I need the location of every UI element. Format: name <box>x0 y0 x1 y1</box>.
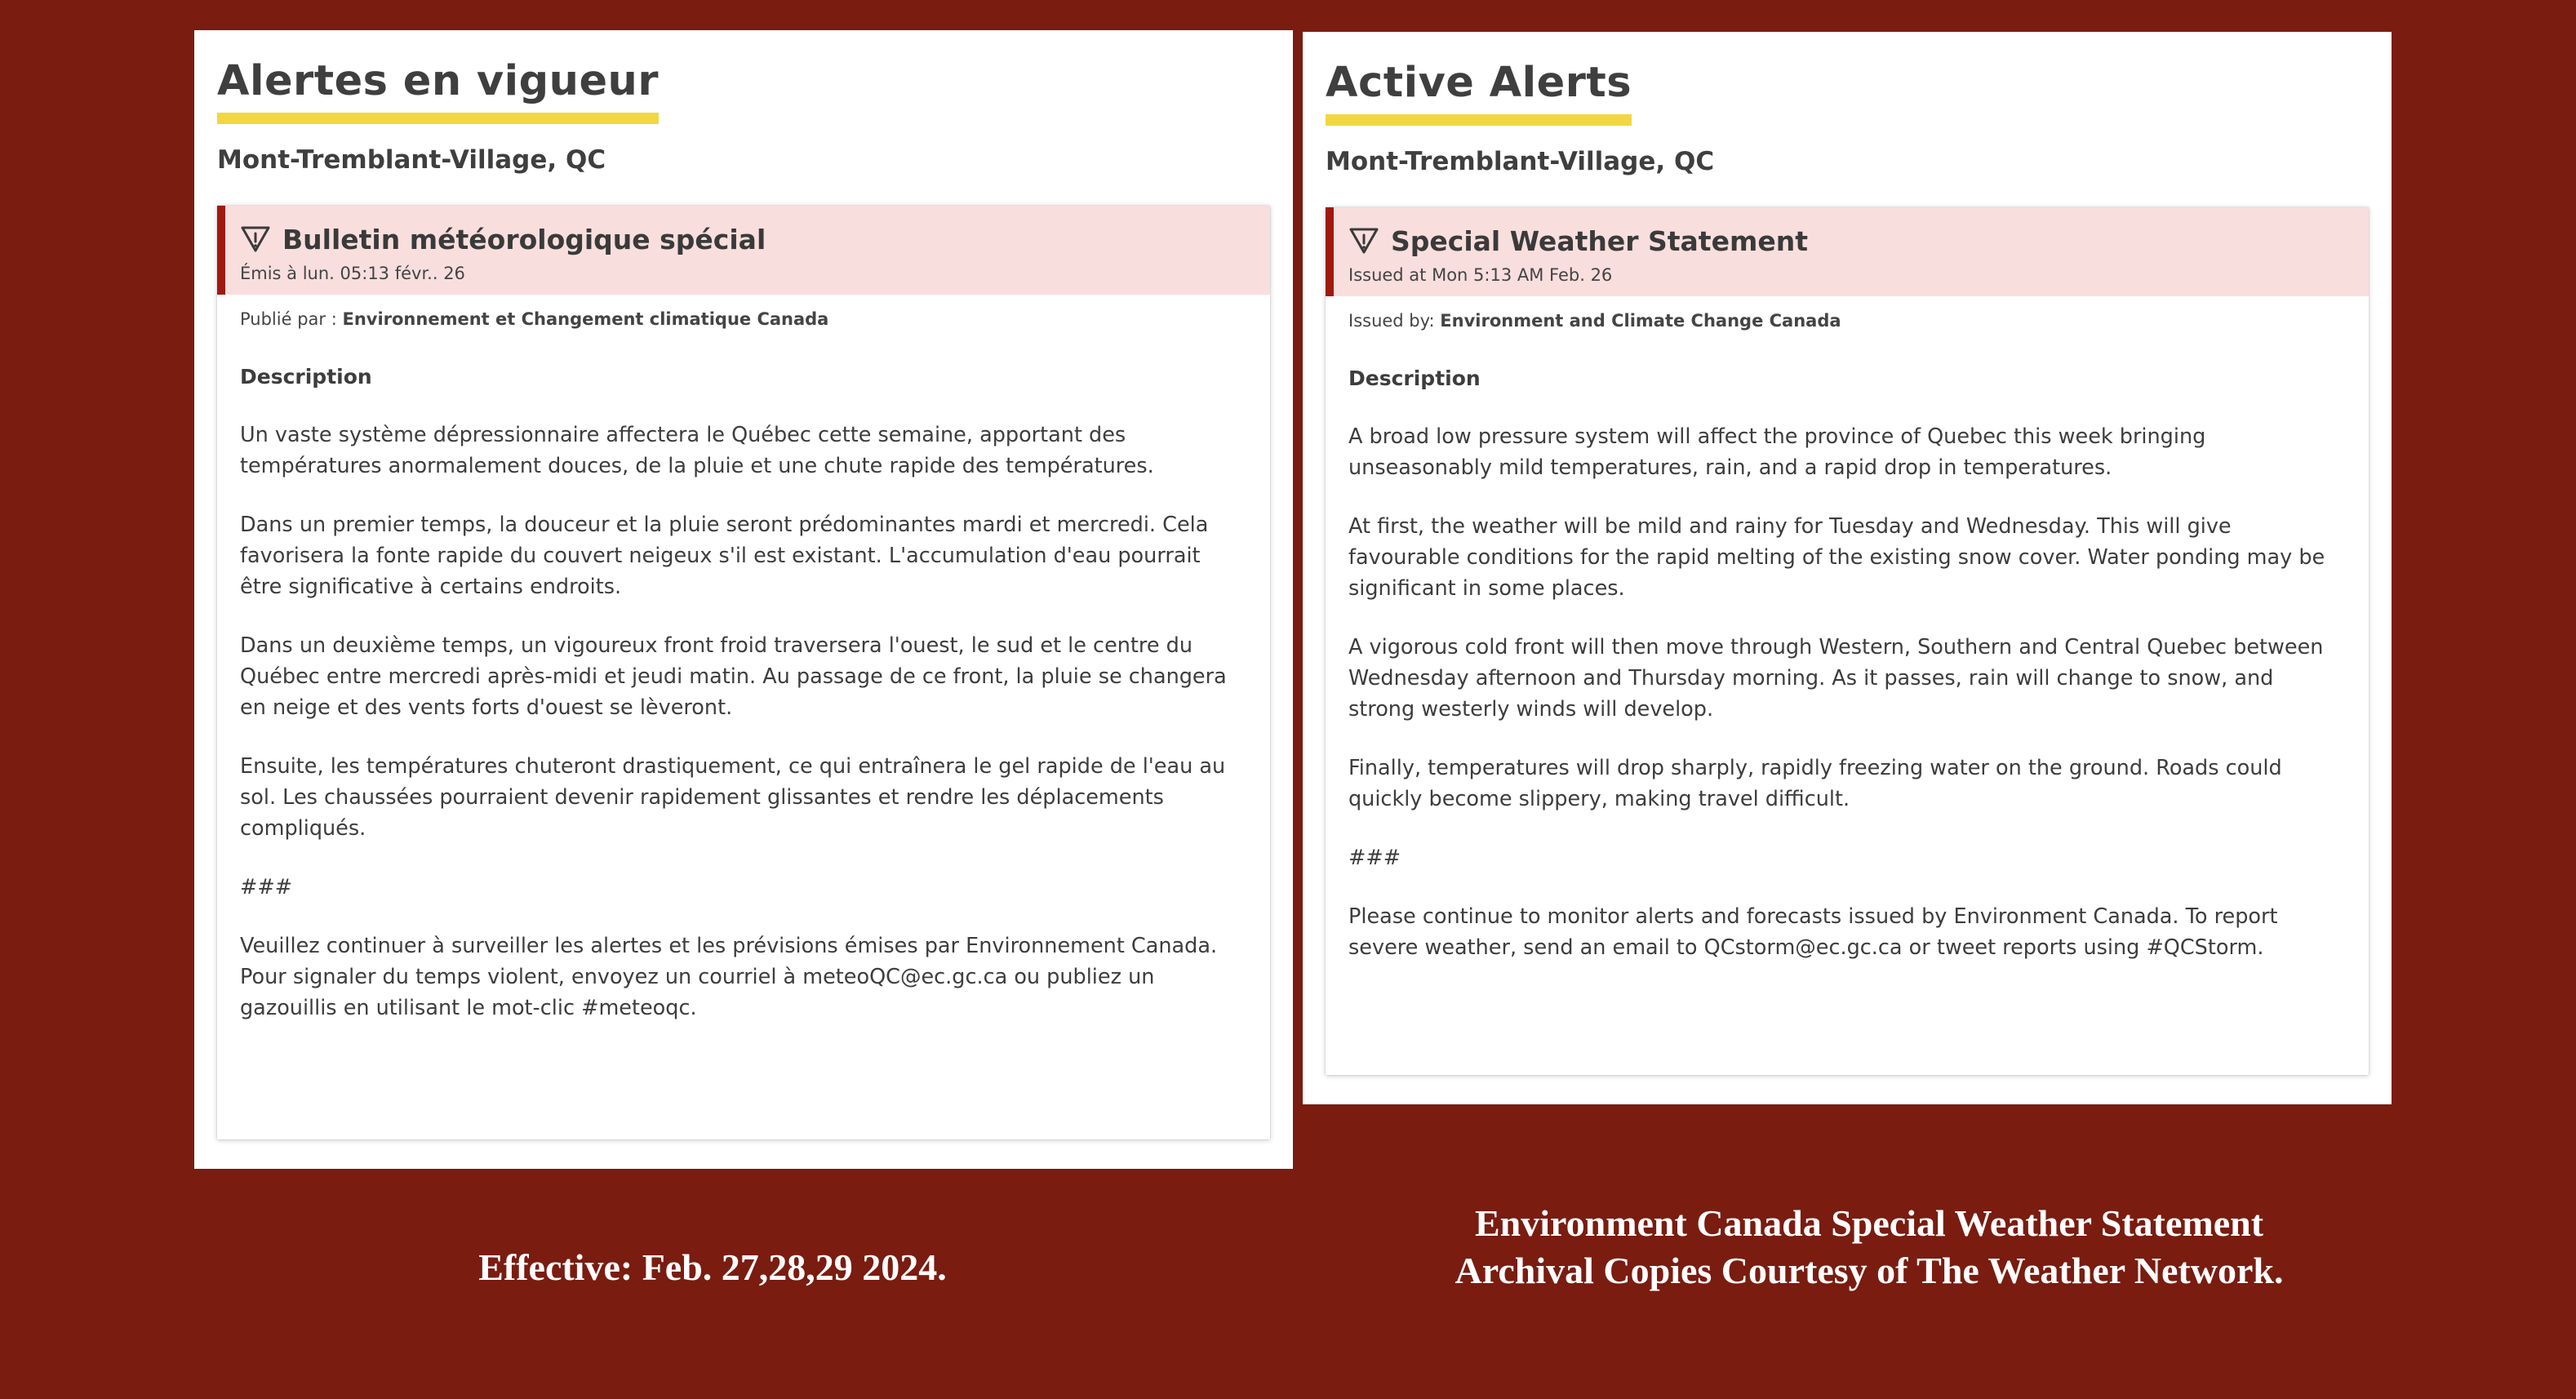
english-alert-card[interactable] <box>1326 207 2369 1075</box>
effective-dates-caption: Effective: Feb. 27,28,29 2024. <box>478 1246 947 1288</box>
archival-credit-caption <box>1339 1200 2400 1295</box>
french-issuer-label: Publié par : <box>240 309 343 329</box>
english-description-heading: Description <box>1348 366 1481 390</box>
french-alerts-panel <box>194 30 1293 1169</box>
french-description-paragraph: Dans un deuxième temps, un vigoureux front froid traversera l'ouest, le sud et le centre du Québec entre mercredi après-midi et jeudi matin. Au passage de ce front, la pluie se changera en neige et des vents forts d'ouest se lèveront. <box>240 633 1227 720</box>
english-alert-title: Special Weather Statement <box>1391 224 1809 257</box>
french-alert-issuer <box>240 309 1247 329</box>
english-alert-title-row <box>1348 225 2347 257</box>
english-description-text <box>1348 421 2346 963</box>
warning-triangle-icon <box>1348 227 1379 255</box>
french-issuer-name: Environnement et Changement climatique Canada <box>342 309 829 329</box>
french-description-separator: ### <box>240 874 293 899</box>
english-location: Mont-Tremblant-Village, QC <box>1326 146 1715 176</box>
french-description-heading: Description <box>240 364 372 389</box>
french-alert-body <box>217 295 1270 1048</box>
english-alert-issuer <box>1348 311 2346 331</box>
english-description-separator: ### <box>1348 845 1401 870</box>
archival-credit-line-1: Environment Canada Special Weather Statement <box>1474 1202 2264 1244</box>
english-alert-header[interactable] <box>1326 207 2369 296</box>
french-description-paragraph: Veuillez continuer à surveiller les alertes et les prévisions émises par Environnement Canada. Pour signaler du temps violent, envoyez un courriel à meteoQC@ec.gc.ca ou publiez un gazouillis en utilisant le mot-clic #meteoqc. <box>240 933 1218 1020</box>
french-description-text <box>240 420 1247 1024</box>
english-alerts-panel <box>1303 32 2392 1104</box>
french-description-paragraph: Ensuite, les températures chuteront drastiquement, ce qui entraînera le gel rapide de l'eau au sol. Les chaussées pourraient devenir rapidement glissantes et rendre les déplacements compliqués. <box>240 753 1226 841</box>
french-description-paragraph: Un vaste système dépressionnaire affectera le Québec cette semaine, apportant des températures anormalement douces, de la pluie et une chute rapide des températures. <box>240 422 1154 478</box>
french-panel-title: Alertes en vigueur <box>217 58 659 124</box>
english-panel-title: Active Alerts <box>1326 60 1632 126</box>
english-description-paragraph: At first, the weather will be mild and rainy for Tuesday and Wednesday. This will give favourable conditions for the rapid melting of the existing snow cover. Water ponding may be significant in some places. <box>1348 513 2325 601</box>
french-alert-card[interactable] <box>217 206 1270 1139</box>
english-description-paragraph: A broad low pressure system will affect the province of Quebec this week bringing unseasonably mild temperatures, rain, and a rapid drop in temperatures. <box>1348 424 2206 480</box>
french-alert-header[interactable] <box>217 206 1270 295</box>
french-location: Mont-Tremblant-Village, QC <box>217 144 606 175</box>
french-description-paragraph: Dans un premier temps, la douceur et la pluie seront prédominantes mardi et mercredi. Cela favorisera la fonte rapide du couvert neigeux s'il est existant. L'accumulation d'eau pourrait être significative à certains endroits. <box>240 512 1209 599</box>
english-alert-body <box>1326 296 2369 988</box>
english-description-paragraph: Please continue to monitor alerts and forecasts issued by Environment Canada. To report severe weather, send an email to QCstorm@ec.gc.ca or tweet reports using #QCStorm. <box>1348 904 2278 960</box>
english-description-paragraph: Finally, temperatures will drop sharply, rapidly freezing water on the ground. Roads could quickly become slippery, making travel difficult. <box>1348 755 2282 811</box>
english-alert-issued-time: Issued at Mon 5:13 AM Feb. 26 <box>1348 264 1613 285</box>
warning-triangle-icon <box>240 225 271 253</box>
french-alert-title: Bulletin météorologique spécial <box>282 223 766 255</box>
english-issuer-label: Issued by: <box>1348 310 1441 331</box>
english-description-paragraph: A vigorous cold front will then move through Western, Southern and Central Quebec between Wednesday afternoon and Thursday morning. As it passes, rain will change to snow, and strong westerly winds will develop. <box>1348 634 2324 722</box>
french-alert-issued-time: Émis à lun. 05:13 févr.. 26 <box>240 263 465 283</box>
archival-credit-line-2: Archival Copies Courtesy of The Weather Network. <box>1455 1250 2284 1291</box>
french-alert-title-row <box>240 224 1249 255</box>
english-issuer-name: Environment and Climate Change Canada <box>1440 310 1841 331</box>
